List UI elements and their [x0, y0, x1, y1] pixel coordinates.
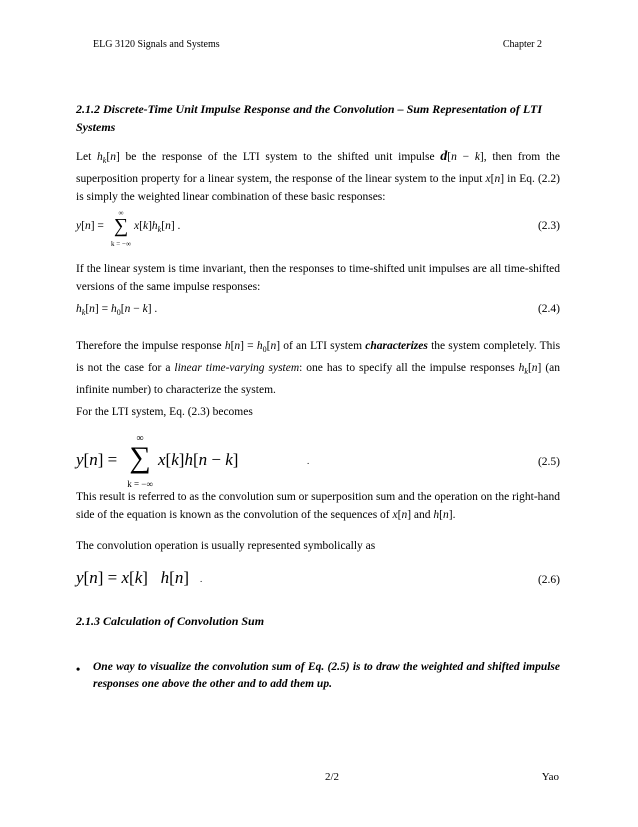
math-h-n-eq-h0-n: $h[n] = h_0[n]$: [224, 340, 281, 354]
eq24-expression: $h_k[n] = h_0[n - k]$ .: [76, 303, 158, 317]
section-212-heading: 2.1.2 Discrete-Time Unit Impulse Response and the Convolution – Sum Representation of LTI Systems: [76, 102, 543, 134]
equation-2-3: [76, 209, 560, 248]
eq23-number: (2.3): [537, 220, 560, 232]
eq26-period: .: [200, 574, 203, 584]
paragraph-time-invariant: If the linear system is time invariant, then the responses to time-shifted unit impulses are all time-shifted versions of the same impulse responses:: [76, 263, 560, 293]
equation-2-4: [76, 303, 560, 325]
eq23-rhs: $x[k]h_k[n]$ .: [134, 220, 181, 234]
eq26-expression: y[n] = x[k] h[n]: [76, 568, 189, 587]
math-delta-n-k: d[n − k]: [440, 149, 484, 164]
eq25-rhs: x[k]h[n − k]: [158, 450, 239, 469]
paragraph-convolution-sum: This result is referred to as the convolution sum or superposition sum and the operation on the right-hand side of the equation is known as the convolution of the sequences of x[n] and h[n].: [76, 491, 560, 521]
eq25-sum-icon: ∞ ∑ k = −∞: [127, 433, 153, 489]
paragraph-lti-becomes: For the LTI system, Eq. (2.3) becomes: [76, 406, 253, 418]
eq23-lhs: y[n] =: [76, 220, 104, 232]
eq25-period: .: [307, 456, 310, 466]
header-course: ELG 3120 Signals and Systems: [93, 39, 220, 50]
math-hk-n-2: $h_k[n]$: [518, 362, 542, 376]
footer-page-number: 2/2: [325, 771, 340, 783]
paragraph-impulse-response: Let $h_k[n]$ be the response of the LTI system to the shifted unit impulse d[n − k], then from the superposition property for a linear system, the response of the linear system to the input x[n] in Eq. (2.2) is simply the weighted linear combination of these basic responses:: [76, 149, 560, 203]
eq24-number: (2.4): [537, 303, 560, 315]
math-h-n: h[n]: [433, 509, 453, 521]
section-213-heading: 2.1.3 Calculation of Convolution Sum: [76, 614, 265, 628]
math-x-n: x[n]: [485, 173, 505, 185]
bullet-text: One way to visualize the convolution sum of Eq. (2.5) is to draw the weighted and shifted impulse responses one above the other and to add them up.: [93, 661, 560, 690]
math-x-n-2: x[n]: [392, 509, 412, 521]
equation-2-5: [76, 433, 560, 489]
eq25-lhs: y[n] =: [76, 450, 118, 469]
equation-2-6: [76, 568, 560, 594]
eq23-sum-icon: ∞ ∑ k = −∞: [111, 209, 131, 248]
eq26-number: (2.6): [537, 574, 560, 586]
math-hk-n: $h_k[n]$: [97, 151, 120, 165]
eq25-number: (2.5): [537, 456, 560, 468]
footer-author: Yao: [541, 771, 559, 783]
bullet-icon: •: [76, 662, 81, 676]
paragraph-symbolic: The convolution operation is usually represented symbolically as: [76, 540, 376, 552]
paragraph-characterizes: Therefore the impulse response $h[n] = h_0[n]$ of an LTI system characterizes the system completely. This is not the case for a linear time-varying system: one has to specify all the impulse responses $h_k[n]$ (an infinite number) to characterize the system.: [76, 340, 561, 396]
header-chapter: Chapter 2: [502, 39, 542, 50]
